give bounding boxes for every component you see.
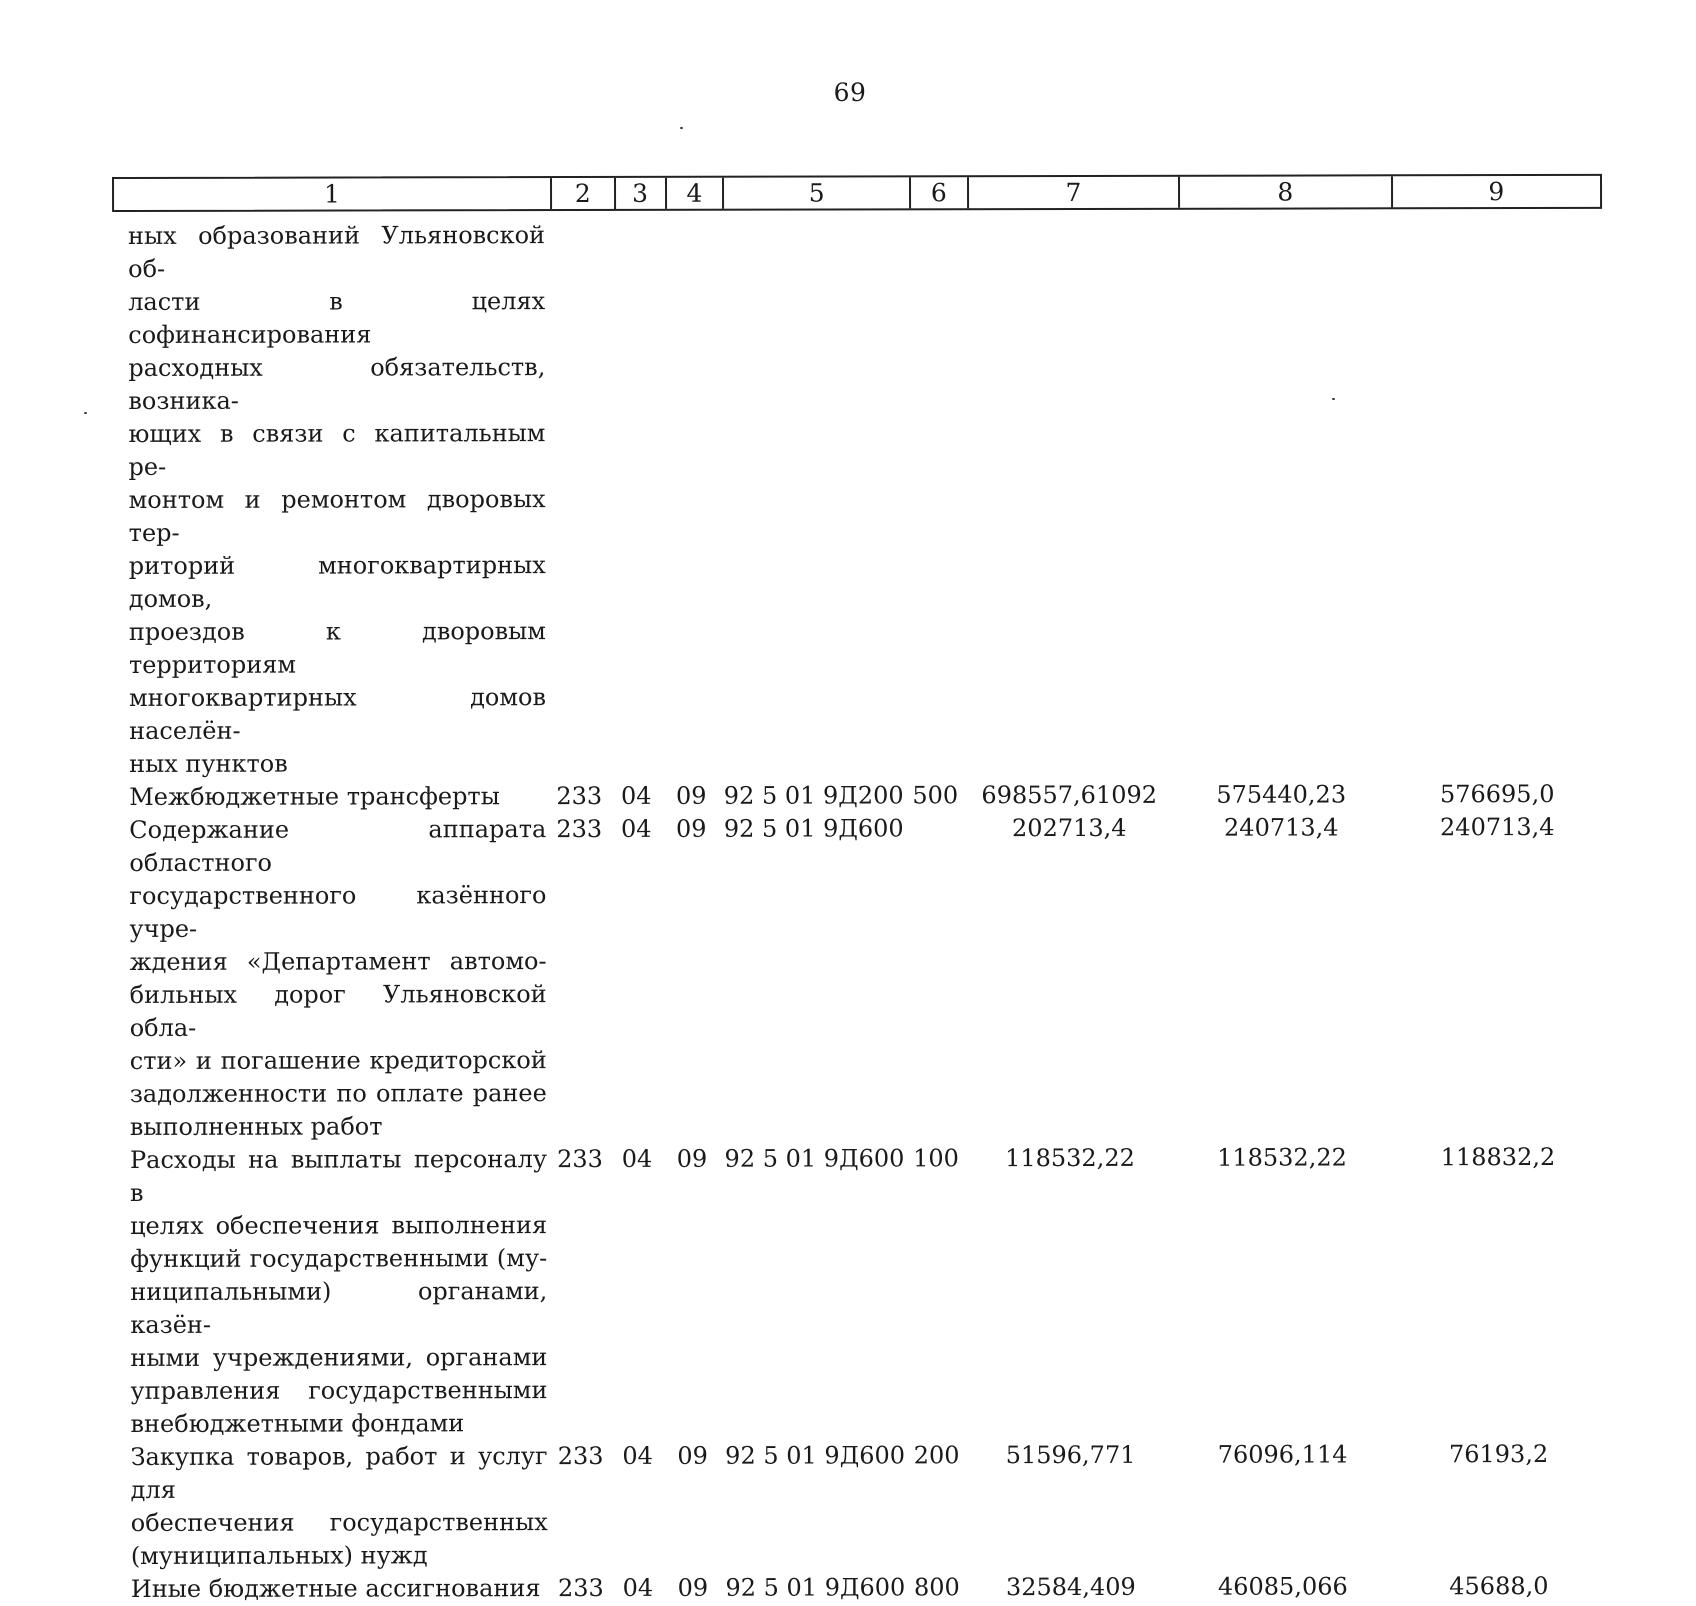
header-col-7: 7	[969, 177, 1181, 208]
code-admin: 233	[549, 1143, 611, 1176]
code-target: 92 5 01 9Д600	[722, 1439, 909, 1472]
amount-col-7: 202713,4	[963, 812, 1175, 845]
table-row	[115, 1438, 1605, 1573]
description-line: ждения «Департамент автомо-	[130, 945, 547, 979]
amount-col-8: 575440,23	[1175, 778, 1387, 811]
header-col-6: 6	[911, 177, 969, 208]
table-row	[113, 811, 1604, 1144]
code-admin: 233	[550, 1572, 612, 1605]
scan-speck	[84, 412, 87, 414]
code-expense-type: 100	[908, 1142, 964, 1175]
description-line: внебюджетными фондами	[130, 1407, 547, 1441]
description-line: функций государственными (му-	[130, 1242, 547, 1276]
amount-col-8: 76096,114	[1177, 1438, 1389, 1471]
amount-col-9: 45688,0	[1389, 1570, 1605, 1603]
amount-col-7: 51596,771	[965, 1439, 1177, 1472]
code-section: 04	[612, 1572, 664, 1605]
description-line: (муниципальных) нужд	[131, 1539, 548, 1573]
description-line: ных пунктов	[129, 747, 546, 781]
budget-table-body	[112, 217, 1605, 1606]
code-target: 92 5 01 9Д200	[720, 779, 907, 812]
row-description	[113, 780, 548, 814]
header-col-3: 3	[616, 178, 667, 209]
amount-col-8: 118532,22	[1176, 1141, 1388, 1174]
description-line: многоквартирных домов населён-	[129, 681, 546, 748]
header-col-8: 8	[1180, 176, 1392, 207]
code-section: 04	[611, 1143, 663, 1176]
code-target: 92 5 01 9Д600	[721, 1142, 908, 1175]
code-expense-type: 500	[907, 779, 963, 812]
table-row	[115, 1570, 1605, 1606]
code-expense-type: 200	[909, 1439, 965, 1472]
code-target: 92 5 01 9Д600	[722, 1571, 909, 1604]
code-admin: 233	[548, 780, 610, 813]
description-line: Межбюджетные трансферты	[129, 780, 546, 814]
code-admin: 233	[550, 1440, 612, 1473]
code-admin: 233	[548, 813, 610, 846]
description-line: ных образований Ульяновской об-	[128, 219, 545, 286]
header-col-5: 5	[724, 177, 911, 208]
code-section: 04	[610, 813, 662, 846]
row-description	[115, 1572, 550, 1606]
header-col-2: 2	[552, 178, 616, 209]
description-line: бильных дорог Ульяновской обла-	[130, 978, 547, 1045]
page-number: 69	[820, 78, 880, 107]
code-subsection: 09	[663, 1143, 721, 1176]
table-row	[114, 1141, 1605, 1441]
description-line: риторий многоквартирных домов,	[129, 549, 546, 616]
header-col-1: 1	[114, 178, 552, 210]
code-subsection: 09	[662, 813, 720, 846]
header-col-9: 9	[1393, 176, 1601, 207]
description-line: управления государственными	[130, 1374, 547, 1408]
description-line: ющих в связи с капитальным ре-	[128, 417, 545, 484]
description-line: задолженности по оплате ранее	[130, 1077, 547, 1111]
description-line: Иные бюджетные ассигнования	[131, 1572, 548, 1606]
description-line: ниципальными) органами, казён-	[130, 1275, 547, 1342]
description-line: ласти в целях софинансирования	[128, 285, 545, 352]
code-subsection: 09	[664, 1440, 722, 1473]
scan-speck	[680, 127, 683, 129]
description-line: Содержание аппарата областного	[129, 813, 546, 880]
description-line: монтом и ремонтом дворовых тер-	[129, 483, 546, 550]
row-description	[113, 813, 549, 1144]
table-row	[112, 217, 1603, 781]
code-expense-type: 800	[909, 1571, 965, 1604]
description-line: государственного казённого учре-	[129, 879, 546, 946]
amount-col-7: 118532,22	[964, 1142, 1176, 1175]
amount-col-9: 118832,2	[1388, 1141, 1604, 1174]
description-line: Закупка товаров, работ и услуг для	[131, 1440, 548, 1507]
code-subsection: 09	[662, 780, 720, 813]
row-description	[112, 219, 548, 781]
description-line: сти» и погашение кредиторской	[130, 1044, 547, 1078]
amount-col-7: 698557,61092	[963, 779, 1175, 812]
description-line: обеспечения государственных	[131, 1506, 548, 1540]
row-description	[114, 1143, 550, 1441]
table-header-row	[112, 174, 1602, 212]
code-target: 92 5 01 9Д600	[720, 812, 907, 845]
description-line: Расходы на выплаты персоналу в	[130, 1143, 547, 1210]
amount-col-9: 576695,0	[1387, 778, 1603, 811]
code-section: 04	[612, 1440, 664, 1473]
amount-col-8: 46085,066	[1177, 1570, 1389, 1603]
code-subsection: 09	[664, 1572, 722, 1605]
amount-col-9: 76193,2	[1389, 1438, 1605, 1471]
amount-col-7: 32584,409	[965, 1571, 1177, 1604]
description-line: расходных обязательств, возника-	[128, 351, 545, 418]
amount-col-8: 240713,4	[1175, 811, 1387, 844]
table-row	[113, 778, 1603, 814]
code-section: 04	[610, 780, 662, 813]
description-line: ными учреждениями, органами	[130, 1341, 547, 1375]
amount-col-9: 240713,4	[1387, 811, 1603, 844]
row-description	[115, 1440, 550, 1573]
description-line: проездов к дворовым территориям	[129, 615, 546, 682]
description-line: целях обеспечения выполнения	[130, 1209, 547, 1243]
description-line: выполненных работ	[130, 1110, 547, 1144]
header-col-4: 4	[667, 178, 725, 209]
